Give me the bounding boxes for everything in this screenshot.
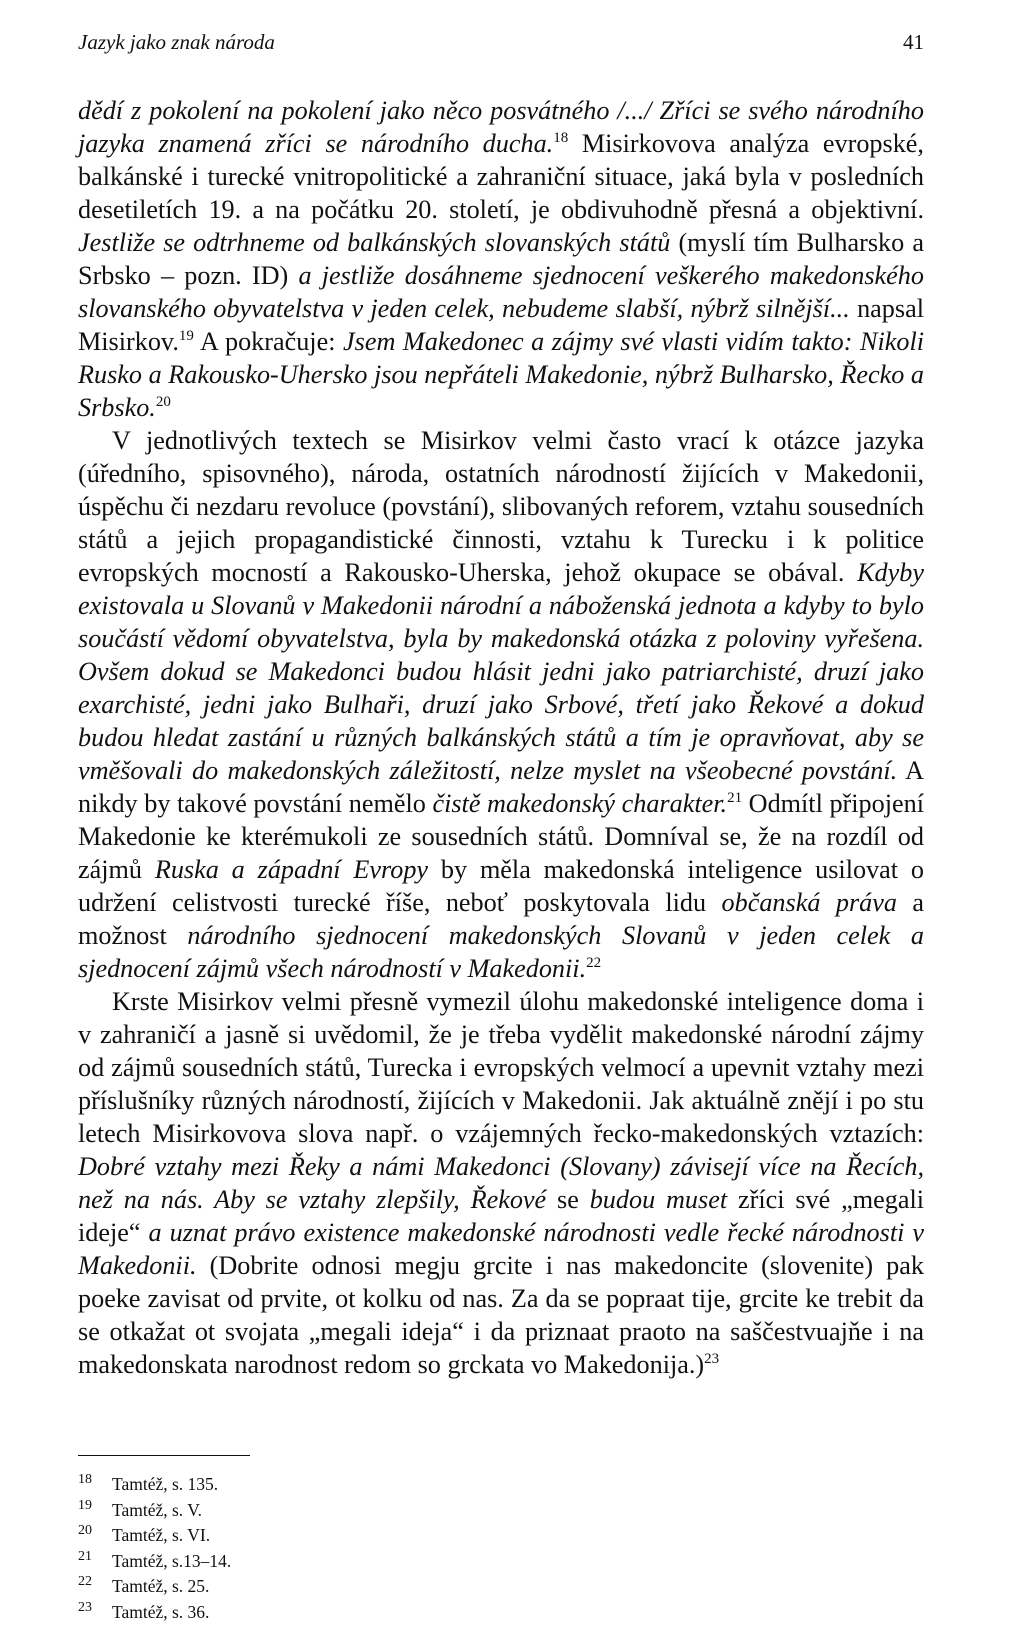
footnote-number: 19 (78, 1493, 112, 1519)
footnote-text: Tamtéž, s. 36. (112, 1600, 209, 1625)
italic-quote: budou muset (590, 1185, 727, 1214)
footnote (78, 1498, 924, 1524)
book-page (78, 30, 924, 1625)
footnote-text: Tamtéž, s. 25. (112, 1574, 209, 1600)
footnote-text: Tamtéž, s. V. (112, 1498, 202, 1524)
footnote (78, 1472, 924, 1498)
text-segment: (myslí tím Bulharsko a Srbsko – pozn. ID) (78, 228, 924, 290)
italic-quote: a uznat právo existence makedonské národnosti vedle řecké národnosti v Makedonii. (78, 1218, 924, 1280)
text-segment: zříci své „megali ideje“ (78, 1185, 924, 1247)
body-text (78, 94, 924, 1381)
italic-quote: Jestliže se odtrhneme od balkánských slovanských států (78, 228, 670, 257)
page-number: 41 (903, 30, 924, 55)
text-segment: Odmítl připojení Makedonie ke kterémukoli ze sousedních států. Domníval se, že na rozdíl od zájmů (78, 789, 924, 884)
italic-quote: čistě makedonský charakter. (432, 789, 727, 818)
footnote-divider (78, 1455, 250, 1456)
italic-quote: Kdyby existovala u Slovanů v Makedonii národní a náboženská jednota a kdyby to bylo součástí vědomí obyvatelstva, byla by makedonská otázka z poloviny vyřešena. Ovšem dokud se Makedonci budou hlásit jedni jako patriarchisté, druzí jako exarchisté, jedni jako Bulhaři, druzí jako Srbové, třetí jako Řekové a dokud budou hledat zastání u různých balkánských států a tím je opravňovat, aby se vměšovali do makedonských záležitostí, nelze myslet na všeobecné povstání. (78, 558, 924, 785)
text-segment: A pokračuje: (194, 327, 343, 356)
text-segment: Krste Misirkov velmi přesně vymezil úlohu makedonské inteligence doma i v zahraničí a jasně si uvědomil, že je třeba vydělit makedonské národní zájmy od zájmů sousedních států, Turecka i evropských velmocí a upevnit vztahy mezi příslušníky různých národností, žijících v Makedonii. Jak aktuálně znějí i po stu letech Misirkovova slova např. o vzájemných řecko-makedonských vztazích: (78, 987, 924, 1148)
footnote-reference: 23 (704, 1351, 719, 1367)
text-segment: by měla makedonská inteligence usilovat o udržení celistvosti turecké říše, neboť poskytovala lidu (78, 855, 924, 917)
paragraph (78, 985, 924, 1381)
italic-quote: Ruska a západní Evropy (155, 855, 428, 884)
text-segment: V jednotlivých textech se Misirkov velmi často vrací k otázce jazyka (úředního, spisovného), národa, ostatních národností žijících v Makedonii, úspěchu či nezdaru revoluce (povstání), slibovaných reforem, vztahu sousedních států a jejich propagandistické činnosti, vztahu k Turecku i k politice evropských mocností a Rakousko-Uherska, jehož okupace se obával. (78, 426, 924, 587)
footnote-number: 22 (78, 1569, 112, 1595)
footnote-number: 18 (78, 1467, 112, 1493)
footnote-text: Tamtéž, s.13–14. (112, 1549, 231, 1575)
footnote-reference: 19 (179, 328, 194, 344)
text-segment: Misirkovova analýza evropské, balkánské i turecké vnitropolitické a zahraniční situace, jaká byla v posledních desetiletích 19. a na počátku 20. století, je obdivuhodně přesná a objektivní. (78, 129, 924, 224)
italic-quote: Jsem Makedonec a zájmy své vlasti vidím takto: Nikoli Rusko a Rakousko-Uhersko jsou nepřáteli Makedonie, nýbrž Bulharsko, Řecko a Srbsko. (78, 327, 924, 422)
footnote (78, 1523, 924, 1549)
footnote-reference: 18 (553, 130, 568, 146)
text-segment: napsal Misirkov. (78, 294, 924, 356)
italic-quote: národního sjednocení makedonských Slovanů v jeden celek a sjednocení zájmů všech národností v Makedonii. (78, 921, 924, 983)
footnote-number: 21 (78, 1544, 112, 1570)
running-header (78, 30, 924, 64)
footnote-reference: 22 (586, 955, 601, 971)
text-segment: (Dobrite odnosi megju grcite i nas makedoncite (slovenite) pak poeke zavisat od prvite, ot kolku od nas. Za da se popraat tije, grcite ke trebit da se otkažat ot svojata „megali ideja“ i da priznaat praoto na saščestvuajňe i na makedonskata narodnost redom so grckata vo Makedonija.) (78, 1251, 924, 1379)
footnote-number: 20 (78, 1518, 112, 1544)
text-segment: se (546, 1185, 590, 1214)
footnote-number: 23 (78, 1595, 112, 1621)
text-segment: a možnost (78, 888, 924, 950)
footnote (78, 1600, 924, 1625)
italic-quote: Dobré vztahy mezi Řeky a námi Makedonci (Slovany) závisejí více na Řecích, než na nás. Aby se vztahy zlepšily, Řekové (78, 1152, 924, 1214)
italic-quote: občanská práva (722, 888, 897, 917)
footnote-text: Tamtéž, s. 135. (112, 1472, 218, 1498)
footnotes (78, 1472, 924, 1625)
footnote (78, 1549, 924, 1575)
italic-quote: dědí z pokolení na pokolení jako něco posvátného /.../ Zříci se svého národního jazyka znamená zříci se národního ducha. (78, 96, 924, 158)
footnote (78, 1574, 924, 1600)
paragraph (78, 94, 924, 424)
footnote-text: Tamtéž, s. VI. (112, 1523, 210, 1549)
footnote-reference: 21 (727, 790, 742, 806)
footnote-reference: 20 (156, 394, 171, 410)
running-title: Jazyk jako znak národa (78, 30, 275, 55)
text-segment: A nikdy by takové povstání nemělo (78, 756, 924, 818)
italic-quote: a jestliže dosáhneme sjednocení veškerého makedonského slovanského obyvatelstva v jeden celek, nebudeme slabší, nýbrž silnější... (78, 261, 924, 323)
paragraph (78, 424, 924, 985)
